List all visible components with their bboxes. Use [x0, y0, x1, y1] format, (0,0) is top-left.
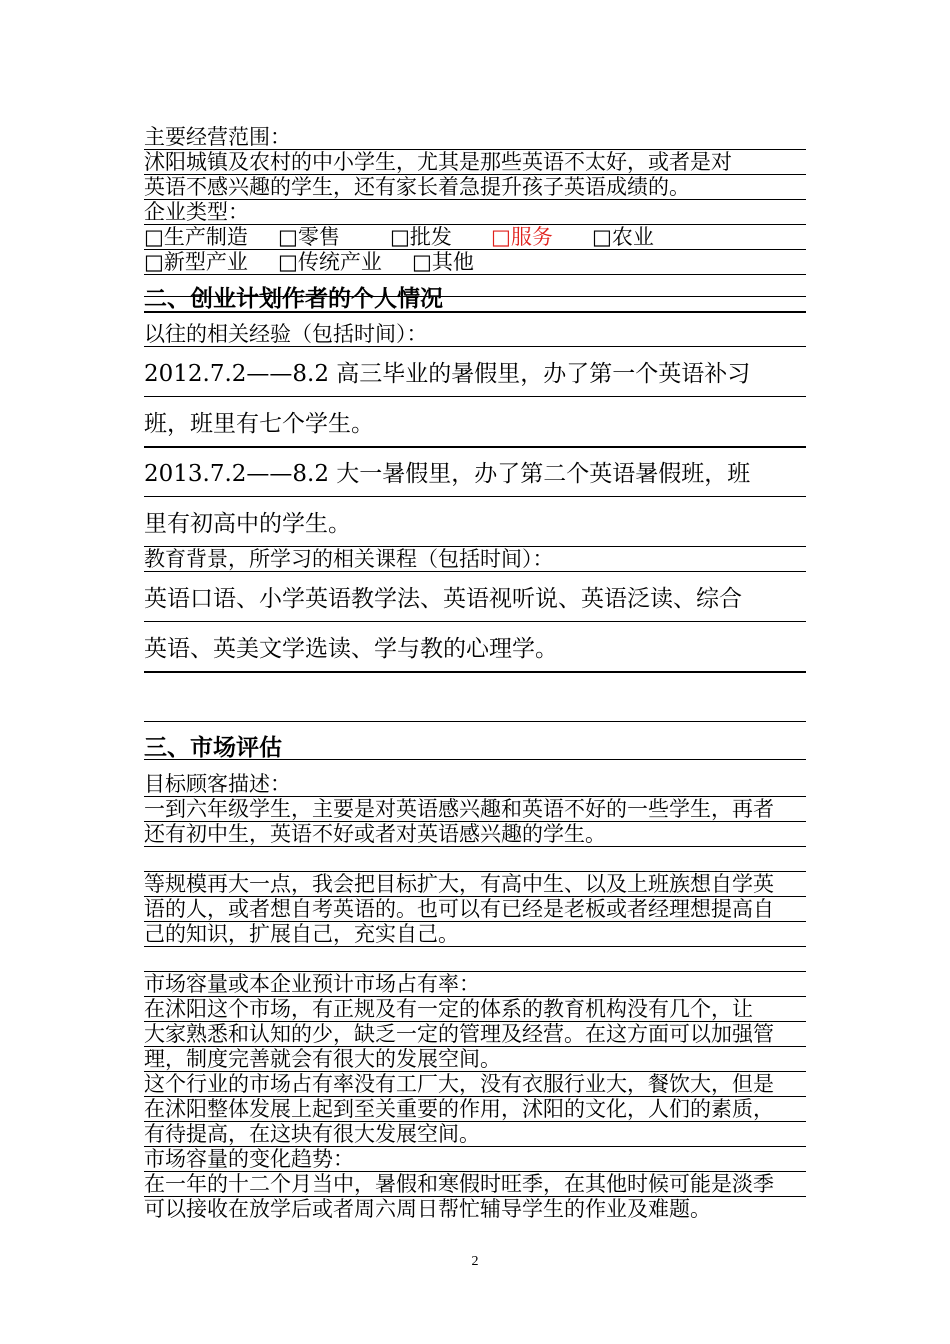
rule — [144, 946, 806, 947]
rule — [144, 274, 806, 275]
checkbox-other[interactable]: □其他 — [412, 250, 474, 274]
section-3-heading: 三、市场评估 — [144, 735, 282, 761]
market-trend-line: 在一年的十二个月当中，暑假和寒假时旺季，在其他时候可能是淡季 — [144, 1172, 774, 1196]
enterprise-type-row-2 — [144, 250, 806, 274]
education-line: 英语口语、小学英语教学法、英语视听说、英语泛读、综合 — [144, 586, 742, 612]
rule — [144, 346, 806, 347]
rule — [144, 721, 806, 722]
checkbox-agriculture[interactable]: □农业 — [592, 225, 654, 249]
market-capacity-line: 理，制度完善就会有很大的发展空间。 — [144, 1047, 501, 1071]
target-customer-line: 一到六年级学生，主要是对英语感兴趣和英语不好的一些学生，再者 — [144, 797, 774, 821]
expansion-line: 己的知识，扩展自己，充实自己。 — [144, 922, 459, 946]
checkbox-wholesale[interactable]: □批发 — [390, 225, 452, 249]
market-capacity-line: 大家熟悉和认知的少，缺乏一定的管理及经营。在这方面可以加强管 — [144, 1022, 774, 1046]
expansion-line: 语的人，或者想自考英语的。也可以有已经是老板或者经理想提高自 — [144, 897, 774, 921]
checkbox-service[interactable]: □服务 — [491, 225, 553, 249]
business-scope-line: 沭阳城镇及农村的中小学生，尤其是那些英语不太好，或者是对 — [144, 150, 732, 174]
rule — [144, 571, 806, 572]
checkbox-manufacturing[interactable]: □生产制造 — [144, 225, 248, 249]
experience-line: 2013.7.2——8.2 大一暑假里，办了第二个英语暑假班，班 — [144, 461, 751, 487]
rule — [144, 671, 806, 673]
market-capacity-line: 有待提高，在这块有很大发展空间。 — [144, 1122, 480, 1146]
rule — [144, 396, 806, 397]
business-scope-label: 主要经营范围： — [144, 125, 291, 149]
rule — [144, 496, 806, 497]
market-capacity-line: 这个行业的市场占有率没有工厂大，没有衣服行业大，餐饮大，但是 — [144, 1072, 774, 1096]
experience-line: 里有初高中的学生。 — [144, 511, 351, 537]
rule — [144, 311, 806, 313]
market-capacity-label: 市场容量或本企业预计市场占有率： — [144, 972, 480, 996]
business-scope-line: 英语不感兴趣的学生，还有家长着急提升孩子英语成绩的。 — [144, 175, 690, 199]
rule — [144, 621, 806, 622]
expansion-line: 等规模再大一点，我会把目标扩大，有高中生、以及上班族想自学英 — [144, 872, 774, 896]
checkbox-retail[interactable]: □零售 — [278, 225, 340, 249]
checkbox-new-industry[interactable]: □新型产业 — [144, 250, 248, 274]
target-customer-line: 还有初中生，英语不好或者对英语感兴趣的学生。 — [144, 822, 606, 846]
page-number: 2 — [471, 1254, 479, 1269]
market-trend-label: 市场容量的变化趋势： — [144, 1147, 354, 1171]
checkbox-traditional-industry[interactable]: □传统产业 — [278, 250, 382, 274]
experience-line: 班，班里有七个学生。 — [144, 411, 374, 437]
education-line: 英语、英美文学选读、学与教的心理学。 — [144, 636, 558, 662]
rule — [144, 296, 806, 297]
enterprise-type-label: 企业类型： — [144, 200, 249, 224]
target-customer-label: 目标顾客描述： — [144, 772, 291, 796]
rule — [144, 759, 806, 760]
enterprise-type-row-1 — [144, 225, 806, 249]
education-label: 教育背景，所学习的相关课程（包括时间）： — [144, 547, 554, 571]
rule — [144, 446, 806, 448]
experience-line: 2012.7.2——8.2 高三毕业的暑假里，办了第一个英语补习 — [144, 361, 751, 387]
market-capacity-line: 在沭阳这个市场，有正规及有一定的体系的教育机构没有几个，让 — [144, 997, 753, 1021]
experience-label: 以往的相关经验（包括时间）： — [144, 322, 428, 346]
market-capacity-line: 在沭阳整体发展上起到至关重要的作用，沭阳的文化，人们的素质， — [144, 1097, 774, 1121]
section-2-heading: 二、创业计划作者的个人情况 — [144, 286, 443, 312]
market-trend-line: 可以接收在放学后或者周六周日帮忙辅导学生的作业及难题。 — [144, 1197, 711, 1221]
rule — [144, 846, 806, 847]
